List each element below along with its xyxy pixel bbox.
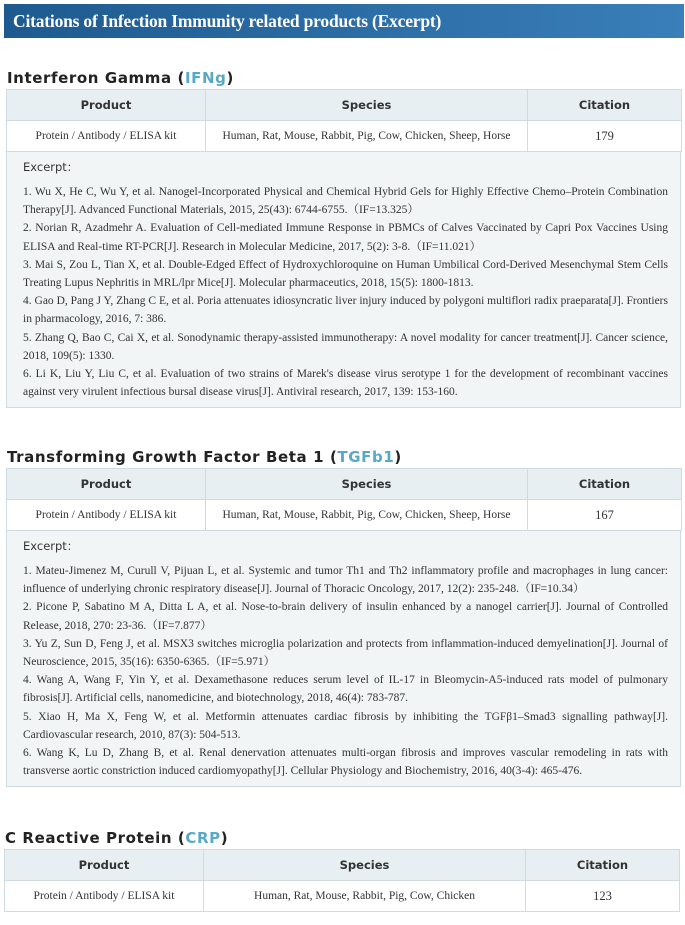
- reference-item: 2. Norian R, Azadmehr A. Evaluation of Cell-mediated Immune Response in PBMCs of Calves Vaccinated by Capri Pox Vaccines Using ELISA and Real-time RT-PCR[J]. Research in Molecular Medicine, 2017, 5(2): 3-8.（IF=11.021）: [23, 222, 668, 253]
- table-row: [7, 500, 682, 531]
- product-table: [6, 89, 682, 152]
- cell-product: Protein / Antibody / ELISA kit: [5, 881, 204, 912]
- header-species: Species: [206, 90, 528, 121]
- section-title-close: ): [220, 829, 229, 847]
- section-abbr: IFNg: [185, 69, 227, 87]
- section-title: [4, 827, 679, 849]
- section-tgfb1: [6, 446, 681, 787]
- header-product: Product: [5, 850, 204, 881]
- cell-species: Human, Rat, Mouse, Rabbit, Pig, Cow, Chicken: [204, 881, 526, 912]
- cell-species: Human, Rat, Mouse, Rabbit, Pig, Cow, Chicken, Sheep, Horse: [206, 121, 528, 152]
- table-header-row: [7, 469, 682, 500]
- reference-item: 4. Gao D, Pang J Y, Zhang C E, et al. Poria attenuates idiosyncratic liver injury induced by polygoni multiflori radix praeparata[J]. Frontiers in pharmacology, 2016, 7: 386.: [23, 295, 668, 326]
- reference-item: 1. Mateu-Jimenez M, Curull V, Pijuan L, et al. Systemic and tumor Th1 and Th2 inflammatory profile and macrophages in lung cancer: influence of underlying chronic respiratory disease[J]. Journal of Thoracic Oncology, 2017, 12(2): 235-248.（IF=10.34）: [23, 565, 668, 596]
- reference-item: 1. Wu X, He C, Wu Y, et al. Nanogel-Incorporated Physical and Chemical Hybrid Gels for Highly Effective Chemo–Protein Combination Therapy[J]. Advanced Functional Materials, 2015, 25(43): 6744-6755.（IF=13.325）: [23, 186, 668, 217]
- cell-citation: 123: [526, 881, 680, 912]
- section-abbr: CRP: [185, 829, 221, 847]
- section-abbr: TGFb1: [337, 448, 395, 466]
- reference-item: 4. Wang A, Wang F, Yin Y, et al. Dexamethasone reduces serum level of IL-17 in Bleomycin-A5-induced rats model of pulmonary fibrosis[J]. Artificial cells, nanomedicine, and biotechnology, 2018, 46(4): 783-787.: [23, 674, 668, 705]
- header-species: Species: [206, 469, 528, 500]
- product-table: [4, 849, 680, 912]
- cell-citation: 167: [528, 500, 682, 531]
- reference-item: 3. Yu Z, Sun D, Feng J, et al. MSX3 switches microglia polarization and protects from inflammation-induced demyelination[J]. Journal of Neuroscience, 2015, 35(16): 6350-6365.（IF=5.971）: [23, 637, 668, 669]
- cell-citation: 179: [528, 121, 682, 152]
- section-ifng: [6, 67, 681, 408]
- table-header-row: [5, 850, 680, 881]
- section-title-text: Interferon Gamma (: [7, 69, 185, 87]
- reference-item: 5. Xiao H, Ma X, Feng W, et al. Metformin attenuates cardiac fibrosis by inhibiting the TGFβ1–Smad3 signalling pathway[J]. Cardiovascular research, 2010, 87(3): 504-513.: [23, 710, 668, 741]
- header-citation: Citation: [528, 90, 682, 121]
- table-row: [5, 881, 680, 912]
- cell-product: Protein / Antibody / ELISA kit: [7, 500, 206, 531]
- cell-species: Human, Rat, Mouse, Rabbit, Pig, Cow, Chicken, Sheep, Horse: [206, 500, 528, 531]
- product-table: [6, 468, 682, 531]
- section-title-text: C Reactive Protein (: [5, 829, 186, 847]
- excerpt-label: Excerpt：: [23, 539, 79, 553]
- section-title: [6, 67, 681, 89]
- reference-item: 6. Wang K, Lu D, Zhang B, et al. Renal denervation attenuates multi-organ fibrosis and improves vascular remodeling in rats with transverse aortic constriction induced cardiomyopathy[J]. Cellular Physiology and Biochemistry, 2016, 40(3-4): 465-476.: [23, 747, 668, 778]
- section-crp: [4, 827, 679, 912]
- reference-item: 6. Li K, Liu Y, Liu C, et al. Evaluation of two strains of Marek's disease virus serotype 1 for the development of recombinant vaccines against very virulent infectious bursal disease virus[J]. Antiviral research, 2017, 139: 153-160.: [23, 368, 668, 399]
- header-citation: Citation: [526, 850, 680, 881]
- section-title-text: Transforming Growth Factor Beta 1 (: [7, 448, 338, 466]
- reference-item: 2. Picone P, Sabatino M A, Ditta L A, et al. Nose-to-brain delivery of insulin enhanced by a nanogel carrier[J]. Journal of Controlled Release, 2018, 270: 23-36.（IF=7.877）: [23, 601, 668, 632]
- section-title: [6, 446, 681, 468]
- reference-item: 3. Mai S, Zou L, Tian X, et al. Double-Edged Effect of Hydroxychloroquine on Human Umbilical Cord-Derived Mesenchymal Stem Cells Treating Lupus Nephritis in MRL/lpr Mice[J]. Molecular pharmaceutics, 2018, 15(5): 1800-1813.: [23, 258, 668, 290]
- cell-product: Protein / Antibody / ELISA kit: [7, 121, 206, 152]
- excerpt-label: Excerpt：: [23, 160, 79, 174]
- section-title-close: ): [394, 448, 402, 466]
- header-citation: Citation: [528, 469, 682, 500]
- table-header-row: [7, 90, 682, 121]
- header-product: Product: [7, 469, 206, 500]
- reference-item: 5. Zhang Q, Bao C, Cai X, et al. Sonodynamic therapy-assisted immunotherapy: A novel modality for cancer treatment[J]. Cancer science, 2018, 109(5): 1330.: [23, 331, 668, 362]
- excerpt-box: [6, 531, 681, 787]
- header-species: Species: [204, 850, 526, 881]
- table-row: [7, 121, 682, 152]
- page-banner: Citations of Infection Immunity related products (Excerpt): [4, 4, 684, 38]
- excerpt-box: [6, 152, 681, 408]
- section-title-close: ): [226, 69, 234, 87]
- header-product: Product: [7, 90, 206, 121]
